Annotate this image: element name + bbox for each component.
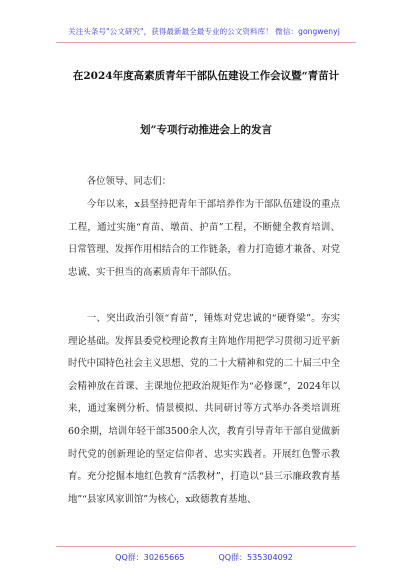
footer-divider: [56, 546, 356, 547]
header-divider: [56, 42, 356, 43]
document-title-line-2: 划”专项行动推进会上的发言: [139, 124, 273, 136]
section-one-paragraph: 一、突出政治引领“育苗”，锤炼对党忠诚的“硬脊梁”。夯实理论基础。发挥县委党校理论教育主阵地作用把学习贯彻习近平新时代中国特色社会主义思想、党的二十大精神和党的二十届三中全会精神放在首课、主课地位把政治规矩作为“必修课”，2024年以来，通过案例分析、情景模拟、共同研讨等方式举办各类培训班60余期，培训年轻干部3500余人次，教育引导青年干部自觉做新时代党的创新理论的坚定信仰者、忠实实践者。开展红色警示教育。充分挖掘本地红色教育“活教材”，打造以“县三示廉政教育基地”“县家风家训馆”为核心，x政德教育基地、: [68, 313, 340, 505]
footer-qq-group-1: QQ群：30265665: [115, 553, 185, 562]
document-title-line-1: 在2024年度高素质青年干部队伍建设工作会议暨“青苗计: [72, 70, 340, 82]
footer-qq-group-2: QQ群：535304092: [218, 553, 293, 562]
header-banner: 关注头条号"公文研究"，获得最新最全最专业的公文资料库！ 微信：gongwenyj: [68, 27, 340, 36]
intro-paragraph: 今年以来，x县坚持把青年干部培养作为干部队伍建设的重点工程，通过实施“育苗、墩苗、护苗”工程，不断健全教育培训、日常管理、发挥作用相结合的工作链条，着力打造德才兼备、对党忠诚、实干担当的高素质青年干部队伍。: [68, 199, 340, 278]
footer-contacts: [0, 552, 408, 563]
salutation: 各位领导、同志们：: [86, 176, 172, 187]
